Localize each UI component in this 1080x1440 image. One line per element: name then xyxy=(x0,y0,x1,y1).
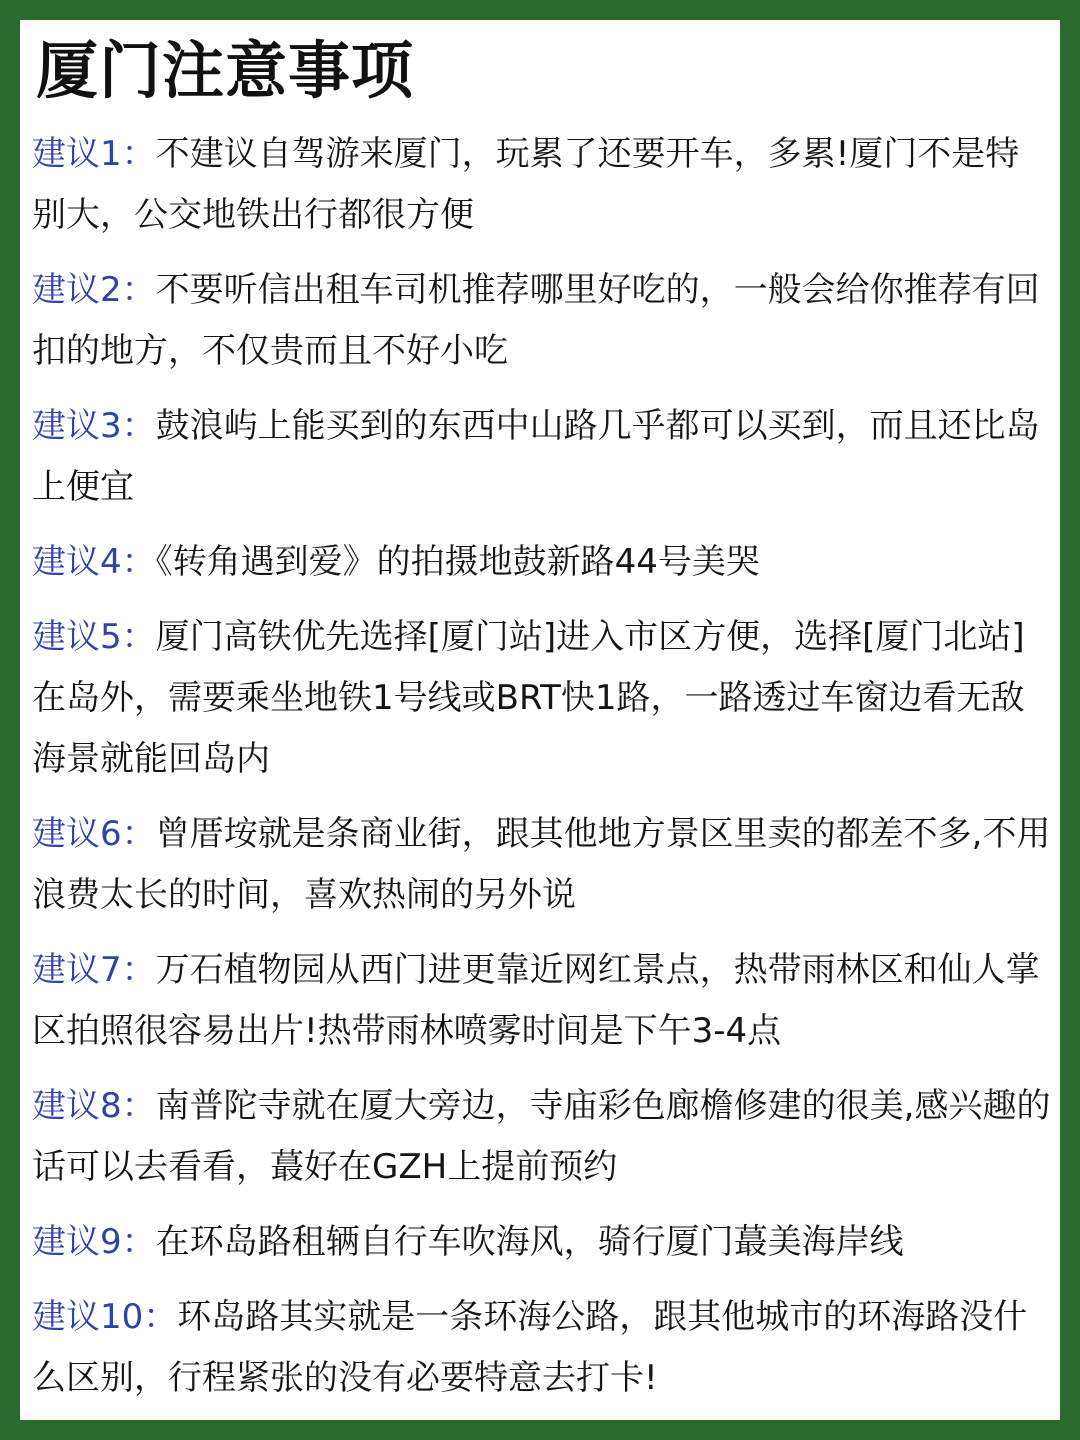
tip-text: 鼓浪屿上能买到的东西中山路几乎都可以买到，而且还比岛上便宜 xyxy=(32,406,1040,507)
tip-item xyxy=(32,260,1052,382)
tip-text: 《转角遇到爱》的拍摄地鼓新路44号美哭 xyxy=(155,542,760,582)
tip-label: 建议9： xyxy=(32,1222,156,1262)
tip-item xyxy=(32,607,1052,790)
tip-label: 建议3： xyxy=(32,406,156,446)
tip-item xyxy=(32,1212,1052,1273)
tip-label: 建议8： xyxy=(32,1086,156,1126)
tips-list xyxy=(32,124,1052,1420)
tip-text: 环岛路其实就是一条环海公路，跟其他城市的环海路没什么区别，行程紧张的没有必要特意去打卡! xyxy=(32,1297,1028,1398)
tip-label: 建议4： xyxy=(32,542,156,582)
document-page xyxy=(20,20,1060,1420)
tip-item xyxy=(32,804,1052,926)
tip-item xyxy=(32,396,1052,518)
tip-text: 厦门高铁优先选择[厦门站]进入市区方便，选择[厦门北站]在岛外，需要乘坐地铁1号线或BRT快1路，一路透过车窗边看无敌海景就能回岛内 xyxy=(32,617,1025,779)
tip-label: 建议5： xyxy=(32,617,156,657)
tip-text: 南普陀寺就在厦大旁边，寺庙彩色廊檐修建的很美,感兴趣的话可以去看看，蕞好在GZH上提前预约 xyxy=(32,1086,1051,1187)
tip-label: 建议6： xyxy=(32,814,156,854)
tip-label: 建议7： xyxy=(32,950,156,990)
tip-text: 不要听信出租车司机推荐哪里好吃的，一般会给你推荐有回扣的地方，不仅贵而且不好小吃 xyxy=(32,270,1040,371)
tip-item xyxy=(32,940,1052,1062)
tip-item xyxy=(32,124,1052,246)
tip-label: 建议10： xyxy=(32,1297,178,1337)
tip-label: 建议2： xyxy=(32,270,156,310)
tip-text: 万石植物园从西门进更靠近网红景点，热带雨林区和仙人掌区拍照很容易出片!热带雨林喷雾时间是下午3-4点 xyxy=(32,950,1040,1051)
tip-text: 在环岛路租辆自行车吹海风，骑行厦门蕞美海岸线 xyxy=(155,1222,904,1262)
tip-label: 建议1： xyxy=(32,134,156,174)
tip-item xyxy=(32,532,1052,593)
tip-item xyxy=(32,1076,1052,1198)
page-title: 厦门注意事项 xyxy=(36,34,415,107)
tip-text: 不建议自驾游来厦门，玩累了还要开车，多累!厦门不是特别大，公交地铁出行都很方便 xyxy=(32,134,1020,235)
tip-text: 曾厝垵就是条商业街，跟其他地方景区里卖的都差不多,不用浪费太长的时间，喜欢热闹的另外说 xyxy=(32,814,1051,915)
tip-item xyxy=(32,1287,1052,1409)
